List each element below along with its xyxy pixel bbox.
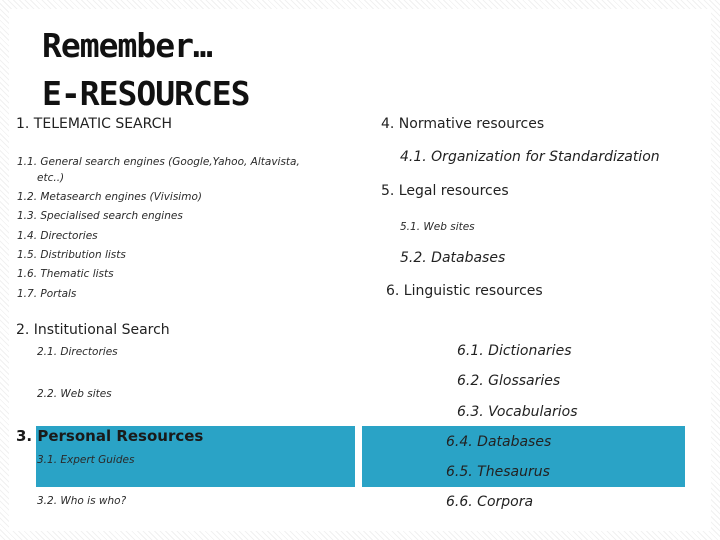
list-item: 6.4. Databases — [446, 434, 552, 450]
slide-title-line1: Remember… — [42, 26, 212, 65]
list-item: 6.2. Glossaries — [457, 373, 561, 389]
list-item: 6.1. Dictionaries — [457, 343, 572, 359]
list-item: 1.6. Thematic lists — [17, 268, 114, 280]
list-item: 4.1. Organization for Standardization — [400, 149, 660, 165]
list-item: 2.2. Web sites — [37, 388, 112, 400]
list-item: etc..) — [37, 172, 65, 184]
list-item: 5.2. Databases — [400, 250, 506, 266]
section-personal-resources: 3. Personal Resources — [16, 427, 204, 445]
list-item: 1.1. General search engines (Google,Yahoo, Altavista, — [17, 156, 300, 168]
section-normative-resources: 4. Normative resources — [381, 116, 545, 132]
list-item: 3.2. Who is who? — [37, 495, 127, 507]
section-legal-resources: 5. Legal resources — [381, 183, 509, 199]
list-item: 1.3. Specialised search engines — [17, 210, 183, 222]
section-telematic-search: 1. TELEMATIC SEARCH — [16, 116, 172, 132]
list-item: 6.5. Thesaurus — [446, 464, 550, 480]
list-item: 6.3. Vocabularios — [457, 404, 578, 420]
list-item: 1.7. Portals — [17, 288, 77, 300]
list-item: 1.5. Distribution lists — [17, 249, 126, 261]
list-item: 5.1. Web sites — [400, 221, 475, 233]
list-item: 1.4. Directories — [17, 230, 98, 242]
slide-title-line2: E-RESOURCES — [42, 74, 250, 113]
section-institutional-search: 2. Institutional Search — [16, 322, 170, 338]
list-item: 2.1. Directories — [37, 346, 118, 358]
list-item: 6.6. Corpora — [446, 494, 534, 510]
list-item: 1.2. Metasearch engines (Vivisimo) — [17, 191, 202, 203]
section-linguistic-resources: 6. Linguistic resources — [386, 283, 543, 299]
list-item: 3.1. Expert Guides — [37, 454, 135, 466]
